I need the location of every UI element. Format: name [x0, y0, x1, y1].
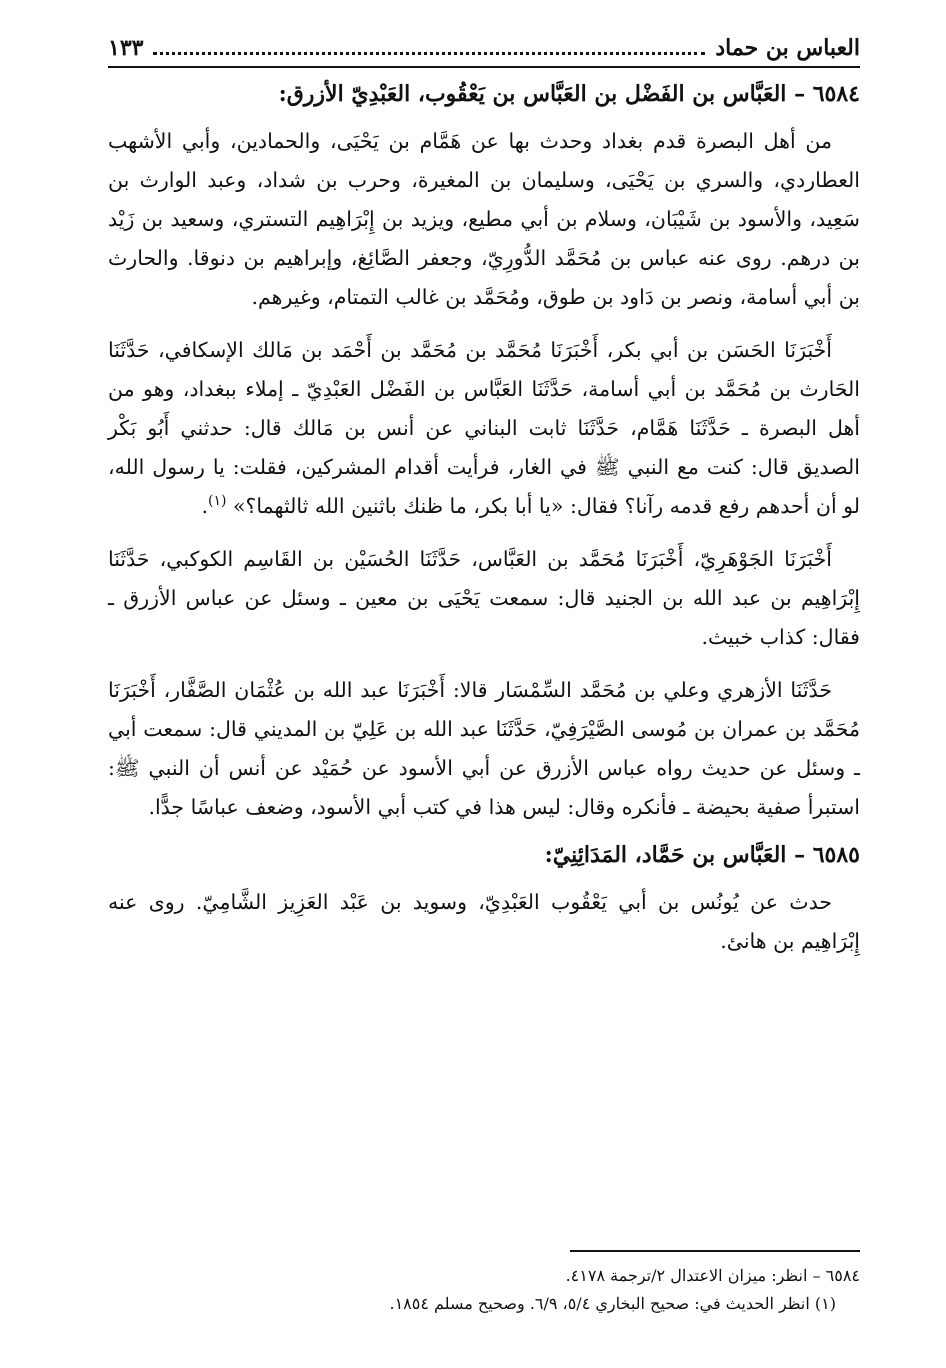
page-number: ١٣٣ [108, 35, 144, 61]
footnote-rule [570, 1250, 860, 1252]
footnotes [240, 1250, 860, 1318]
leader-dots [153, 52, 705, 55]
book-page [108, 30, 860, 975]
entry-title-6584: ٦٥٨٤ – العَبَّاس بن الفَضْل بن العَبَّاس بن يَعْقُوب، العَبْدِيّ الأزرق: [278, 81, 860, 107]
entry-6584-narration-2: أَخْبَرَنَا الجَوْهَرِيّ، أَخْبَرَنَا مُحَمَّد بن العَبَّاس، حَدَّثَنَا الحُسَيْن بن القَاسِم الكوكبي، حَدَّثَنَا إِبْرَاهِيم بن عبد الله بن الجنيد قال: سمعت يَحْيَى بن معين ـ وسئل عن عباس الأزرق ـ فقال: كذاب خبيث. [108, 547, 860, 649]
hadith-text: أَخْبَرَنَا الحَسَن بن أبي بكر، أَخْبَرَنَا مُحَمَّد بن مُحَمَّد بن أَحْمَد بن مَالك الإسكافي، حَدَّثَنَا الحَارث بن مُحَمَّد بن أبي أسامة، حَدَّثَنَا العَبَّاس بن الفَضْل العَبْدِيّ ـ إملاء ببغداد، وهو من أهل البصرة ـ حَدَّثَنَا هَمَّام، حَدَّثَنَا ثابت البناني عن أنس بن مَالك قال: حدثني أَبُو بَكْر الصديق قال: كنت مع النبي ﷺ في الغار، فرأيت أقدام المشركين، فقلت: يا رسول الله، لو أن أحدهم رفع قدمه رآنا؟ فقال: «يا أبا بكر، ما ظنك باثنين الله ثالثهما؟» [108, 338, 860, 518]
footnote-1: (١) انظر الحديث في: صحيح البخاري ٥/٤، ٦/٩. وصحيح مسلم ١٨٥٤. [389, 1294, 836, 1313]
entry-6585-biography: حدث عن يُونُس بن أبي يَعْقُوب العَبْدِيّ، وسويد بن عَبْد العَزِيز الشَّامِيّ. روى عنه إِبْرَاهِيم بن هانئ. [108, 890, 860, 953]
entry-6584-biography: من أهل البصرة قدم بغداد وحدث بها عن هَمَّام بن يَحْيَى، والحمادين، وأبي الأشهب العطاردي، والسري بن يَحْيَى، وسليمان بن المغيرة، وحرب بن شداد، وعبد الوارث بن سَعِيد، والأسود بن شَيْبَان، وسلام بن أبي مطيع، ويزيد بن إِبْرَاهِيم التستري، وسعيد بن زَيْد بن درهم. روى عنه عباس بن مُحَمَّد الدُّورِيّ، وجعفر الصَّائِغ، وإبراهيم بن دنوقا. والحارث بن أبي أسامة، ونصر بن دَاود بن طوق، ومُحَمَّد بن غالب التمتام، وغيرهم. [108, 129, 860, 309]
running-head-title: العباس بن حماد [715, 35, 860, 61]
entry-6584-narration-3: حَدَّثَنَا الأزهري وعلي بن مُحَمَّد السِّمْسَار قالا: أَخْبَرَنَا عبد الله بن عُثْمَان الصَّفَّار، أَخْبَرَنَا مُحَمَّد بن عمران بن مُوسى الصَّيْرَفِيّ، حَدَّثَنَا عبد الله بن عَلِيّ بن المديني قال: سمعت أبي ـ وسئل عن حديث رواه عباس الأزرق عن أبي الأسود عن حُمَيْد عن أنس أن النبي ﷺ: استبرأ صفية بحيضة ـ فأنكره وقال: ليس هذا في كتب أبي الأسود، وضعف عباسًا جدًّا. [108, 678, 860, 819]
footnote-6584: ٦٥٨٤ – انظر: ميزان الاعتدال ٢/ترجمة ٤١٧٨. [565, 1266, 860, 1285]
footnote-marker[interactable]: (١) [208, 493, 227, 510]
entry-title-6585: ٦٥٨٥ – العَبَّاس بن حَمَّاد، المَدَائِنِيّ: [544, 842, 860, 868]
entry-6584-hadith: أَخْبَرَنَا الحَسَن بن أبي بكر، أَخْبَرَنَا مُحَمَّد بن مُحَمَّد بن أَحْمَد بن مَالك الإسكافي، حَدَّثَنَا الحَارث بن مُحَمَّد بن أبي أسامة، حَدَّثَنَا العَبَّاس بن الفَضْل العَبْدِيّ ـ إملاء ببغداد، وهو من أهل البصرة ـ حَدَّثَنَا هَمَّام، حَدَّثَنَا ثابت البناني عن أنس بن مَالك قال: حدثني أَبُو بَكْر الصديق قال: كنت مع النبي ﷺ في الغار، فرأيت أقدام المشركين، فقلت: يا رسول الله، لو أن أحدهم رفع قدمه رآنا؟ فقال: «يا أبا بكر، ما ظنك باثنين الله ثالثهما؟» $^{(١)}$. [108, 338, 860, 518]
running-head [108, 30, 860, 68]
